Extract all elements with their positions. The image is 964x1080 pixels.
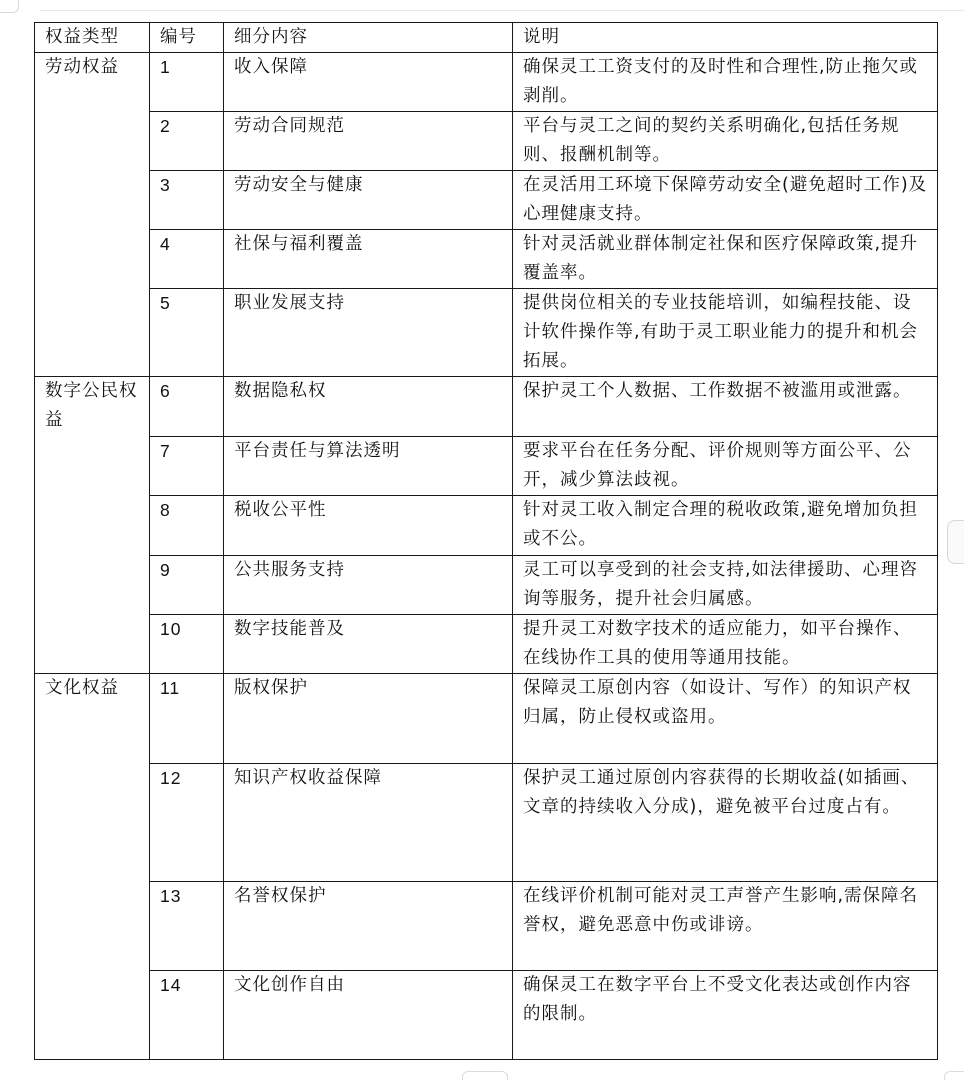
table-row bbox=[35, 289, 938, 377]
background-tab-edge bbox=[944, 1071, 964, 1080]
header-num: 编号 bbox=[150, 23, 224, 53]
row-desc: 提升灵工对数字技术的适应能力，如平台操作、在线协作工具的使用等通用技能。 bbox=[513, 615, 938, 674]
row-desc: 保护灵工个人数据、工作数据不被滥用或泄露。 bbox=[513, 377, 938, 437]
table-row bbox=[35, 112, 938, 171]
table-row bbox=[35, 971, 938, 1060]
table-row bbox=[35, 53, 938, 112]
background-tab-edge bbox=[0, 0, 19, 13]
row-number: 13 bbox=[150, 882, 224, 971]
row-number: 3 bbox=[150, 171, 224, 230]
row-number: 6 bbox=[150, 377, 224, 437]
table-row bbox=[35, 882, 938, 971]
table-row bbox=[35, 615, 938, 674]
row-desc: 确保灵工在数字平台上不受文化表达或创作内容的限制。 bbox=[513, 971, 938, 1060]
row-desc: 平台与灵工之间的契约关系明确化,包括任务规则、报酬机制等。 bbox=[513, 112, 938, 171]
row-desc: 在灵活用工环境下保障劳动安全(避免超时工作)及心理健康支持。 bbox=[513, 171, 938, 230]
row-item: 数字技能普及 bbox=[224, 615, 513, 674]
row-desc: 灵工可以享受到的社会支持,如法律援助、心理咨询等服务，提升社会归属感。 bbox=[513, 556, 938, 615]
row-item: 社保与福利覆盖 bbox=[224, 230, 513, 289]
row-desc: 保障灵工原创内容（如设计、写作）的知识产权归属，防止侵权或盗用。 bbox=[513, 674, 938, 764]
table-row bbox=[35, 556, 938, 615]
rights-table bbox=[34, 22, 938, 1060]
category-culture: 文化权益 bbox=[35, 674, 150, 1060]
table-row bbox=[35, 171, 938, 230]
row-desc: 在线评价机制可能对灵工声誉产生影响,需保障名誉权，避免恶意中伤或诽谤。 bbox=[513, 882, 938, 971]
background-line bbox=[40, 10, 964, 11]
row-desc: 针对灵活就业群体制定社保和医疗保障政策,提升覆盖率。 bbox=[513, 230, 938, 289]
row-item: 税收公平性 bbox=[224, 496, 513, 556]
row-item: 职业发展支持 bbox=[224, 289, 513, 377]
row-item: 名誉权保护 bbox=[224, 882, 513, 971]
row-number: 14 bbox=[150, 971, 224, 1060]
row-number: 1 bbox=[150, 53, 224, 112]
row-item: 文化创作自由 bbox=[224, 971, 513, 1060]
table-row bbox=[35, 377, 938, 437]
row-number: 10 bbox=[150, 615, 224, 674]
row-number: 9 bbox=[150, 556, 224, 615]
row-number: 4 bbox=[150, 230, 224, 289]
row-number: 8 bbox=[150, 496, 224, 556]
row-item: 劳动合同规范 bbox=[224, 112, 513, 171]
row-number: 12 bbox=[150, 764, 224, 882]
row-desc: 要求平台在任务分配、评价规则等方面公平、公开，减少算法歧视。 bbox=[513, 437, 938, 496]
row-desc: 确保灵工工资支付的及时性和合理性,防止拖欠或剥削。 bbox=[513, 53, 938, 112]
row-number: 11 bbox=[150, 674, 224, 764]
row-desc: 提供岗位相关的专业技能培训，如编程技能、设计软件操作等,有助于灵工职业能力的提升和机会拓展。 bbox=[513, 289, 938, 377]
row-item: 公共服务支持 bbox=[224, 556, 513, 615]
table-row bbox=[35, 496, 938, 556]
side-handle bbox=[947, 520, 964, 564]
table-row bbox=[35, 764, 938, 882]
row-item: 版权保护 bbox=[224, 674, 513, 764]
row-number: 5 bbox=[150, 289, 224, 377]
table-header-row bbox=[35, 23, 938, 53]
row-desc: 保护灵工通过原创内容获得的长期收益(如插画、文章的持续收入分成)，避免被平台过度占有。 bbox=[513, 764, 938, 882]
header-type: 权益类型 bbox=[35, 23, 150, 53]
row-item: 收入保障 bbox=[224, 53, 513, 112]
table-row bbox=[35, 437, 938, 496]
row-number: 7 bbox=[150, 437, 224, 496]
row-item: 知识产权收益保障 bbox=[224, 764, 513, 882]
row-item: 数据隐私权 bbox=[224, 377, 513, 437]
row-item: 平台责任与算法透明 bbox=[224, 437, 513, 496]
header-item: 细分内容 bbox=[224, 23, 513, 53]
header-desc: 说明 bbox=[513, 23, 938, 53]
row-number: 2 bbox=[150, 112, 224, 171]
category-digital-citizen: 数字公民权益 bbox=[35, 377, 150, 674]
table-row bbox=[35, 674, 938, 764]
row-item: 劳动安全与健康 bbox=[224, 171, 513, 230]
table-row bbox=[35, 230, 938, 289]
category-labor: 劳动权益 bbox=[35, 53, 150, 377]
background-tab-edge bbox=[462, 1071, 508, 1080]
row-desc: 针对灵工收入制定合理的税收政策,避免增加负担或不公。 bbox=[513, 496, 938, 556]
